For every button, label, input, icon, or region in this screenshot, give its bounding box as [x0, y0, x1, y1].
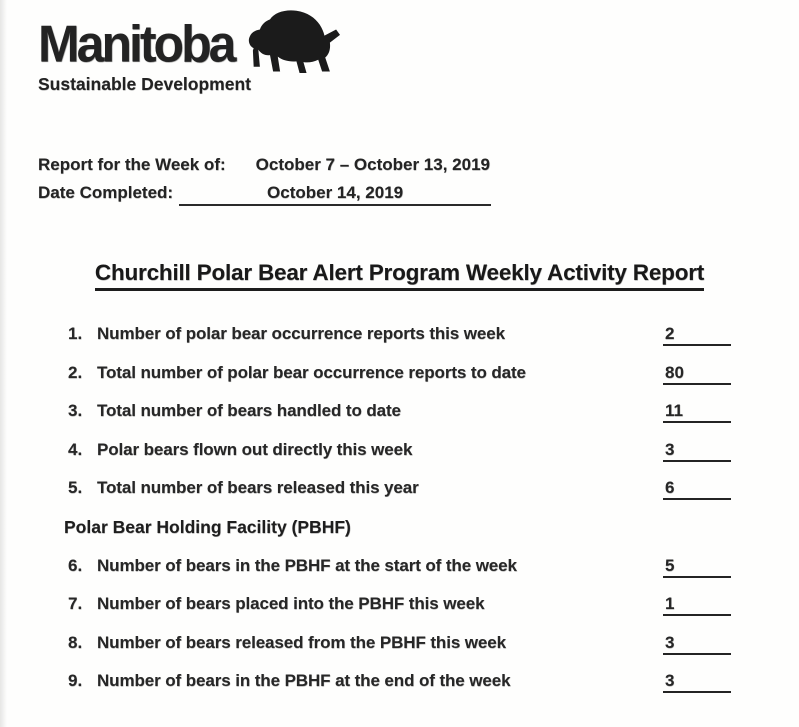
pbhf-items-group	[68, 556, 731, 694]
item-value: 3	[663, 633, 731, 655]
report-list	[64, 324, 731, 710]
item-number: 8.	[68, 632, 83, 652]
date-completed-value: October 14, 2019	[179, 182, 491, 206]
item-value: 80	[663, 363, 731, 385]
item-number: 3.	[68, 401, 83, 420]
item-label: Number of bears in the PBHF at the start of the week	[97, 555, 517, 575]
date-completed-label: Date Completed:	[38, 183, 174, 202]
item-label: Number of bears released from the PBHF this week	[97, 632, 506, 652]
logo-tagline: Sustainable Development	[38, 74, 251, 94]
manitoba-logo	[38, 14, 251, 95]
item-value: 2	[663, 324, 731, 346]
item-value: 3	[663, 671, 731, 693]
item-label: Number of bears placed into the PBHF this week	[97, 594, 485, 613]
item-value: 11	[663, 401, 731, 423]
report-row	[68, 324, 731, 346]
week-of-label: Report for the Week of:	[38, 155, 226, 174]
item-number: 7.	[68, 594, 83, 613]
report-row	[68, 594, 731, 616]
bison-icon	[243, 10, 353, 80]
item-value: 6	[663, 478, 731, 500]
report-row	[68, 478, 731, 500]
report-meta	[38, 155, 491, 209]
item-value: 3	[663, 440, 731, 462]
item-label: Number of bears in the PBHF at the end of the week	[97, 671, 511, 690]
item-label: Number of polar bear occurrence reports this week	[97, 324, 505, 343]
item-number: 9.	[68, 671, 83, 690]
report-row	[68, 363, 731, 385]
item-number: 6.	[68, 555, 83, 575]
item-label: Total number of polar bear occurrence reports to date	[97, 362, 526, 382]
report-row	[68, 440, 731, 462]
item-value: 1	[663, 594, 731, 616]
report-row	[68, 556, 731, 578]
item-number: 5.	[68, 478, 83, 497]
page-title: Churchill Polar Bear Alert Program Weekly Activity Report	[95, 260, 704, 291]
report-row	[68, 633, 731, 655]
item-number: 4.	[68, 439, 83, 459]
report-items-group	[68, 324, 731, 500]
pbhf-section-header: Polar Bear Holding Facility (PBHF)	[64, 516, 351, 537]
item-label: Total number of bears released this year	[97, 478, 419, 497]
report-row	[68, 671, 731, 693]
logo-wordmark: Manitoba	[38, 14, 234, 74]
item-label: Polar bears flown out directly this week	[97, 439, 413, 459]
week-of-value: October 7 – October 13, 2019	[255, 155, 490, 174]
item-value: 5	[663, 556, 731, 578]
item-label: Total number of bears handled to date	[97, 401, 401, 420]
item-number: 1.	[68, 324, 83, 343]
item-number: 2.	[68, 362, 83, 382]
report-row	[68, 401, 731, 423]
